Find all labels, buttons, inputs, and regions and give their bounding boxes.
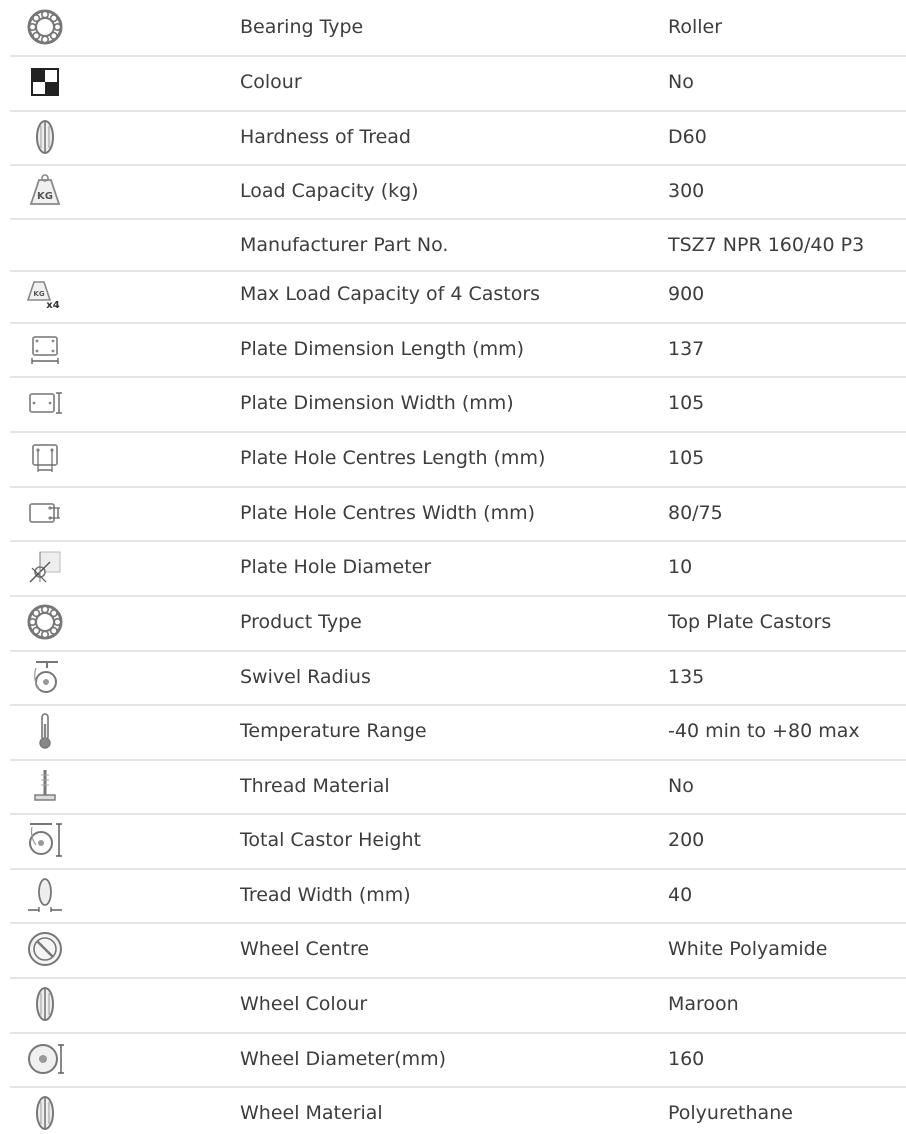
spec-label: Load Capacity (kg) <box>240 180 419 202</box>
row-divider <box>10 486 906 488</box>
spec-label: Wheel Colour <box>240 993 368 1015</box>
row-divider <box>10 164 906 166</box>
row-divider <box>10 922 906 924</box>
plate-width-icon <box>24 382 66 424</box>
row-divider <box>10 813 906 815</box>
spec-value: 80/75 <box>668 502 723 524</box>
spec-value: Roller <box>668 16 723 38</box>
svg-text:KG: KG <box>33 290 45 298</box>
row-divider <box>10 218 906 220</box>
spec-value: Top Plate Castors <box>668 611 832 633</box>
spec-label: Wheel Centre <box>240 938 370 960</box>
swivel-radius-icon <box>24 656 66 698</box>
tread-width-icon <box>24 874 66 916</box>
thermometer-icon <box>24 710 66 752</box>
spec-value: 135 <box>668 666 705 688</box>
row-divider <box>10 376 906 378</box>
row-divider <box>10 110 906 112</box>
spec-label: Product Type <box>240 611 362 633</box>
spec-label: Plate Hole Diameter <box>240 556 432 578</box>
spec-value: -40 min to +80 max <box>668 720 860 742</box>
wheel-centre-icon <box>24 928 66 970</box>
spec-value: Polyurethane <box>668 1102 793 1124</box>
spec-label: Plate Hole Centres Length (mm) <box>240 447 546 469</box>
spec-value: No <box>668 71 694 93</box>
spec-label: Bearing Type <box>240 16 364 38</box>
row-divider <box>10 540 906 542</box>
spec-value: TSZ7 NPR 160/40 P3 <box>668 234 865 256</box>
plate-hole-length-icon <box>24 437 66 479</box>
spec-value: 137 <box>668 338 705 360</box>
row-divider <box>10 322 906 324</box>
spec-label: Plate Dimension Width (mm) <box>240 392 514 414</box>
spec-label: Manufacturer Part No. <box>240 234 449 256</box>
spec-value: Maroon <box>668 993 739 1015</box>
svg-text:x4: x4 <box>46 300 60 311</box>
spec-label: Tread Width (mm) <box>240 884 411 906</box>
wheel-tread-icon <box>24 1092 66 1134</box>
spec-value: 10 <box>668 556 693 578</box>
spec-value: 105 <box>668 447 705 469</box>
spec-value: 40 <box>668 884 693 906</box>
row-divider <box>10 1032 906 1034</box>
kg-weight-icon <box>24 170 66 212</box>
spec-label: Total Castor Height <box>240 829 421 851</box>
spec-value: D60 <box>668 126 707 148</box>
spec-label: Temperature Range <box>240 720 427 742</box>
spec-value: 900 <box>668 283 705 305</box>
spec-value: 200 <box>668 829 705 851</box>
spec-label: Hardness of Tread <box>240 126 411 148</box>
row-divider <box>10 868 906 870</box>
spec-label: Wheel Diameter(mm) <box>240 1048 447 1070</box>
row-divider <box>10 1086 906 1088</box>
spec-label: Max Load Capacity of 4 Castors <box>240 283 541 305</box>
row-divider <box>10 759 906 761</box>
spec-value: No <box>668 775 694 797</box>
row-divider <box>10 977 906 979</box>
spec-label: Thread Material <box>240 775 390 797</box>
row-divider <box>10 55 906 57</box>
bearing-icon <box>24 6 66 48</box>
row-divider <box>10 431 906 433</box>
wheel-tread-icon <box>24 116 66 158</box>
spec-value: 160 <box>668 1048 705 1070</box>
row-divider <box>10 704 906 706</box>
spec-label: Wheel Material <box>240 1102 383 1124</box>
castor-height-icon <box>24 819 66 861</box>
kg-x4-weight-icon <box>24 273 66 315</box>
spec-value: 105 <box>668 392 705 414</box>
plate-hole-width-icon <box>24 492 66 534</box>
row-divider <box>10 595 906 597</box>
row-divider <box>10 270 906 272</box>
spec-label: Swivel Radius <box>240 666 371 688</box>
wheel-diameter-icon <box>24 1038 66 1080</box>
bearing-icon <box>24 601 66 643</box>
spec-label: Plate Hole Centres Width (mm) <box>240 502 536 524</box>
wheel-tread-icon <box>24 983 66 1025</box>
row-divider <box>10 650 906 652</box>
spec-value: 300 <box>668 180 705 202</box>
svg-text:KG: KG <box>37 191 53 202</box>
spec-value: White Polyamide <box>668 938 828 960</box>
hole-diameter-icon <box>24 546 66 588</box>
plate-length-icon <box>24 328 66 370</box>
colour-swatch-icon <box>24 61 66 103</box>
thread-stem-icon <box>24 765 66 807</box>
spec-label: Plate Dimension Length (mm) <box>240 338 525 360</box>
spec-label: Colour <box>240 71 302 93</box>
